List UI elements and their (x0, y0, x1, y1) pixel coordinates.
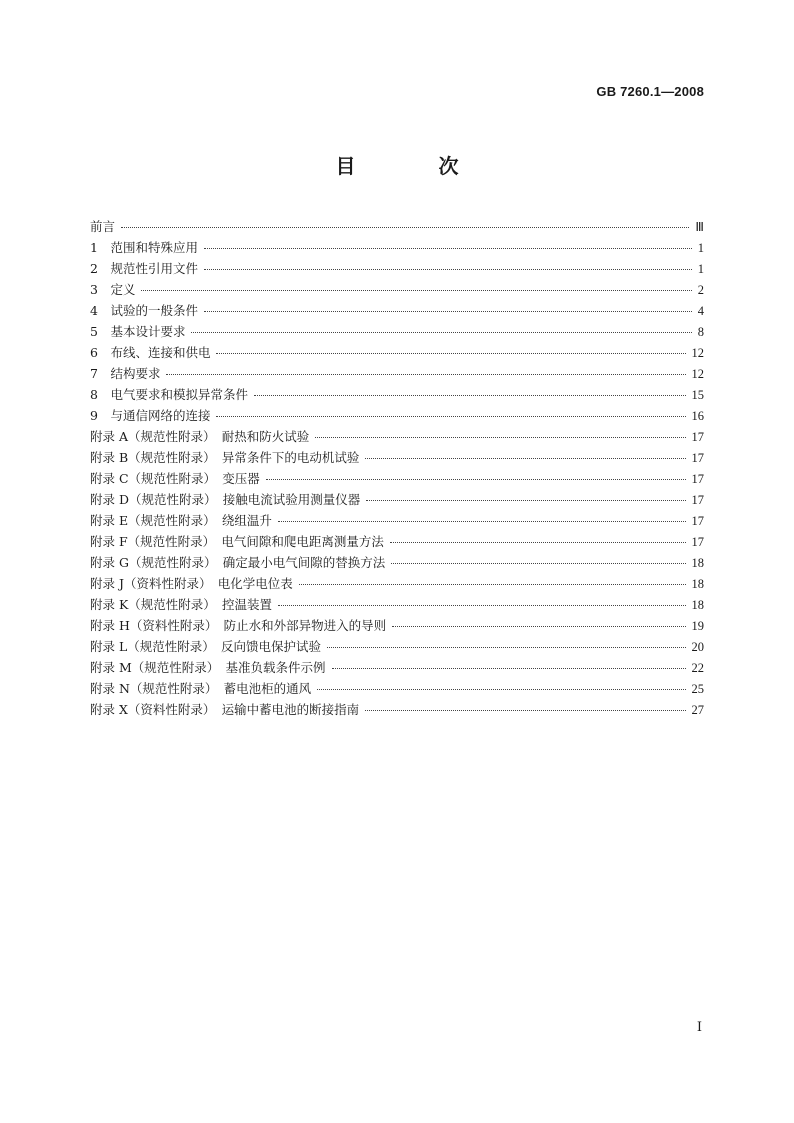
toc-entry-title: 附录 A（规范性附录） 耐热和防火试验 (90, 429, 310, 444)
toc-entry-title: 4 试验的一般条件 (90, 303, 198, 318)
toc-entry[interactable] (90, 217, 704, 238)
toc-entry[interactable] (90, 700, 704, 721)
page-number: I (696, 1020, 702, 1035)
toc-entry-page: 19 (691, 619, 704, 633)
toc-entry-page: 17 (691, 535, 704, 549)
toc-entry[interactable] (90, 679, 704, 700)
dot-leader (278, 521, 686, 522)
dot-leader (332, 668, 686, 669)
toc-entry-title: 附录 B（规范性附录） 异常条件下的电动机试验 (90, 450, 360, 465)
toc-entry[interactable] (90, 343, 704, 364)
toc-entry-page: 17 (691, 493, 704, 507)
toc-entry[interactable] (90, 406, 704, 427)
table-of-contents (90, 217, 704, 721)
toc-entry-page: 18 (691, 556, 704, 570)
toc-entry-title: 3 定义 (90, 282, 136, 297)
toc-entry[interactable] (90, 385, 704, 406)
dot-leader (327, 647, 685, 648)
toc-entry-title: 附录 E（规范性附录） 绕组温升 (90, 513, 272, 528)
toc-entry-title: 6 布线、连接和供电 (90, 345, 211, 360)
toc-entry[interactable] (90, 637, 704, 658)
toc-entry-page: 8 (697, 325, 704, 339)
toc-entry-page: 12 (691, 346, 704, 360)
toc-entry-page: 12 (691, 367, 704, 381)
toc-entry-page: 20 (691, 640, 704, 654)
dot-leader (299, 584, 686, 585)
toc-entry-page: 22 (691, 661, 704, 675)
toc-entry-title: 附录 L（规范性附录） 反向馈电保护试验 (90, 639, 322, 654)
toc-entry[interactable] (90, 238, 704, 259)
standard-code: GB 7260.1—2008 (596, 84, 704, 99)
dot-leader (266, 479, 686, 480)
toc-entry-title: 附录 H（资料性附录） 防止水和外部异物进入的导则 (90, 618, 387, 633)
toc-entry-title: 2 规范性引用文件 (90, 261, 198, 276)
dot-leader (216, 353, 685, 354)
dot-leader (365, 710, 685, 711)
toc-entry[interactable] (90, 511, 704, 532)
toc-entry-title: 附录 F（规范性附录） 电气间隙和爬电距离测量方法 (90, 534, 384, 549)
dot-leader (391, 563, 685, 564)
toc-entry-title: 9 与通信网络的连接 (90, 408, 211, 423)
page-title: 目 次 (335, 154, 497, 178)
toc-entry-page: 25 (691, 682, 704, 696)
toc-entry[interactable] (90, 490, 704, 511)
toc-entry-page: Ⅲ (695, 220, 704, 234)
toc-entry-page: 2 (697, 283, 704, 297)
dot-leader (204, 269, 692, 270)
toc-entry-page: 1 (697, 241, 704, 255)
toc-entry-page: 27 (691, 703, 704, 717)
toc-entry-page: 17 (691, 472, 704, 486)
toc-entry[interactable] (90, 280, 704, 301)
toc-entry[interactable] (90, 574, 704, 595)
toc-entry[interactable] (90, 301, 704, 322)
toc-entry[interactable] (90, 259, 704, 280)
dot-leader (204, 311, 692, 312)
dot-leader (365, 458, 685, 459)
toc-entry-page: 15 (691, 388, 704, 402)
toc-entry-page: 1 (697, 262, 704, 276)
dot-leader (254, 395, 686, 396)
toc-entry-title: 5 基本设计要求 (90, 324, 186, 339)
toc-entry-title: 附录 X（资料性附录） 运输中蓄电池的断接指南 (90, 702, 360, 717)
toc-entry[interactable] (90, 616, 704, 637)
toc-entry-title: 附录 M（规范性附录） 基准负载条件示例 (90, 660, 326, 675)
toc-entry-page: 18 (691, 577, 704, 591)
toc-entry-title: 7 结构要求 (90, 366, 161, 381)
dot-leader (315, 437, 685, 438)
dot-leader (366, 500, 685, 501)
dot-leader (216, 416, 685, 417)
toc-entry-title: 附录 G（规范性附录） 确定最小电气间隙的替换方法 (90, 555, 386, 570)
toc-entry[interactable] (90, 364, 704, 385)
toc-entry-title: 1 范围和特殊应用 (90, 240, 198, 255)
toc-entry-title: 附录 C（规范性附录） 变压器 (90, 471, 260, 486)
dot-leader (141, 290, 691, 291)
toc-entry[interactable] (90, 658, 704, 679)
toc-entry-page: 4 (697, 304, 704, 318)
toc-entry-title: 前言 (90, 219, 116, 234)
toc-entry[interactable] (90, 427, 704, 448)
toc-entry-page: 18 (691, 598, 704, 612)
toc-entry[interactable] (90, 532, 704, 553)
dot-leader (278, 605, 685, 606)
dot-leader (191, 332, 691, 333)
dot-leader (390, 542, 686, 543)
dot-leader (317, 689, 685, 690)
toc-entry-page: 16 (691, 409, 704, 423)
toc-entry[interactable] (90, 322, 704, 343)
toc-entry-page: 17 (691, 430, 704, 444)
dot-leader (204, 248, 692, 249)
toc-entry-title: 附录 D（规范性附录） 接触电流试验用测量仪器 (90, 492, 361, 507)
toc-entry[interactable] (90, 553, 704, 574)
dot-leader (392, 626, 685, 627)
toc-entry-title: 8 电气要求和模拟异常条件 (90, 387, 248, 402)
dot-leader (121, 227, 689, 228)
toc-entry[interactable] (90, 469, 704, 490)
toc-entry-title: 附录 J（资料性附录） 电化学电位表 (90, 576, 293, 591)
toc-entry-page: 17 (691, 451, 704, 465)
toc-entry[interactable] (90, 448, 704, 469)
toc-entry-title: 附录 N（规范性附录） 蓄电池柜的通风 (90, 681, 312, 696)
dot-leader (166, 374, 685, 375)
toc-entry-title: 附录 K（规范性附录） 控温装置 (90, 597, 273, 612)
toc-entry[interactable] (90, 595, 704, 616)
toc-entry-page: 17 (691, 514, 704, 528)
